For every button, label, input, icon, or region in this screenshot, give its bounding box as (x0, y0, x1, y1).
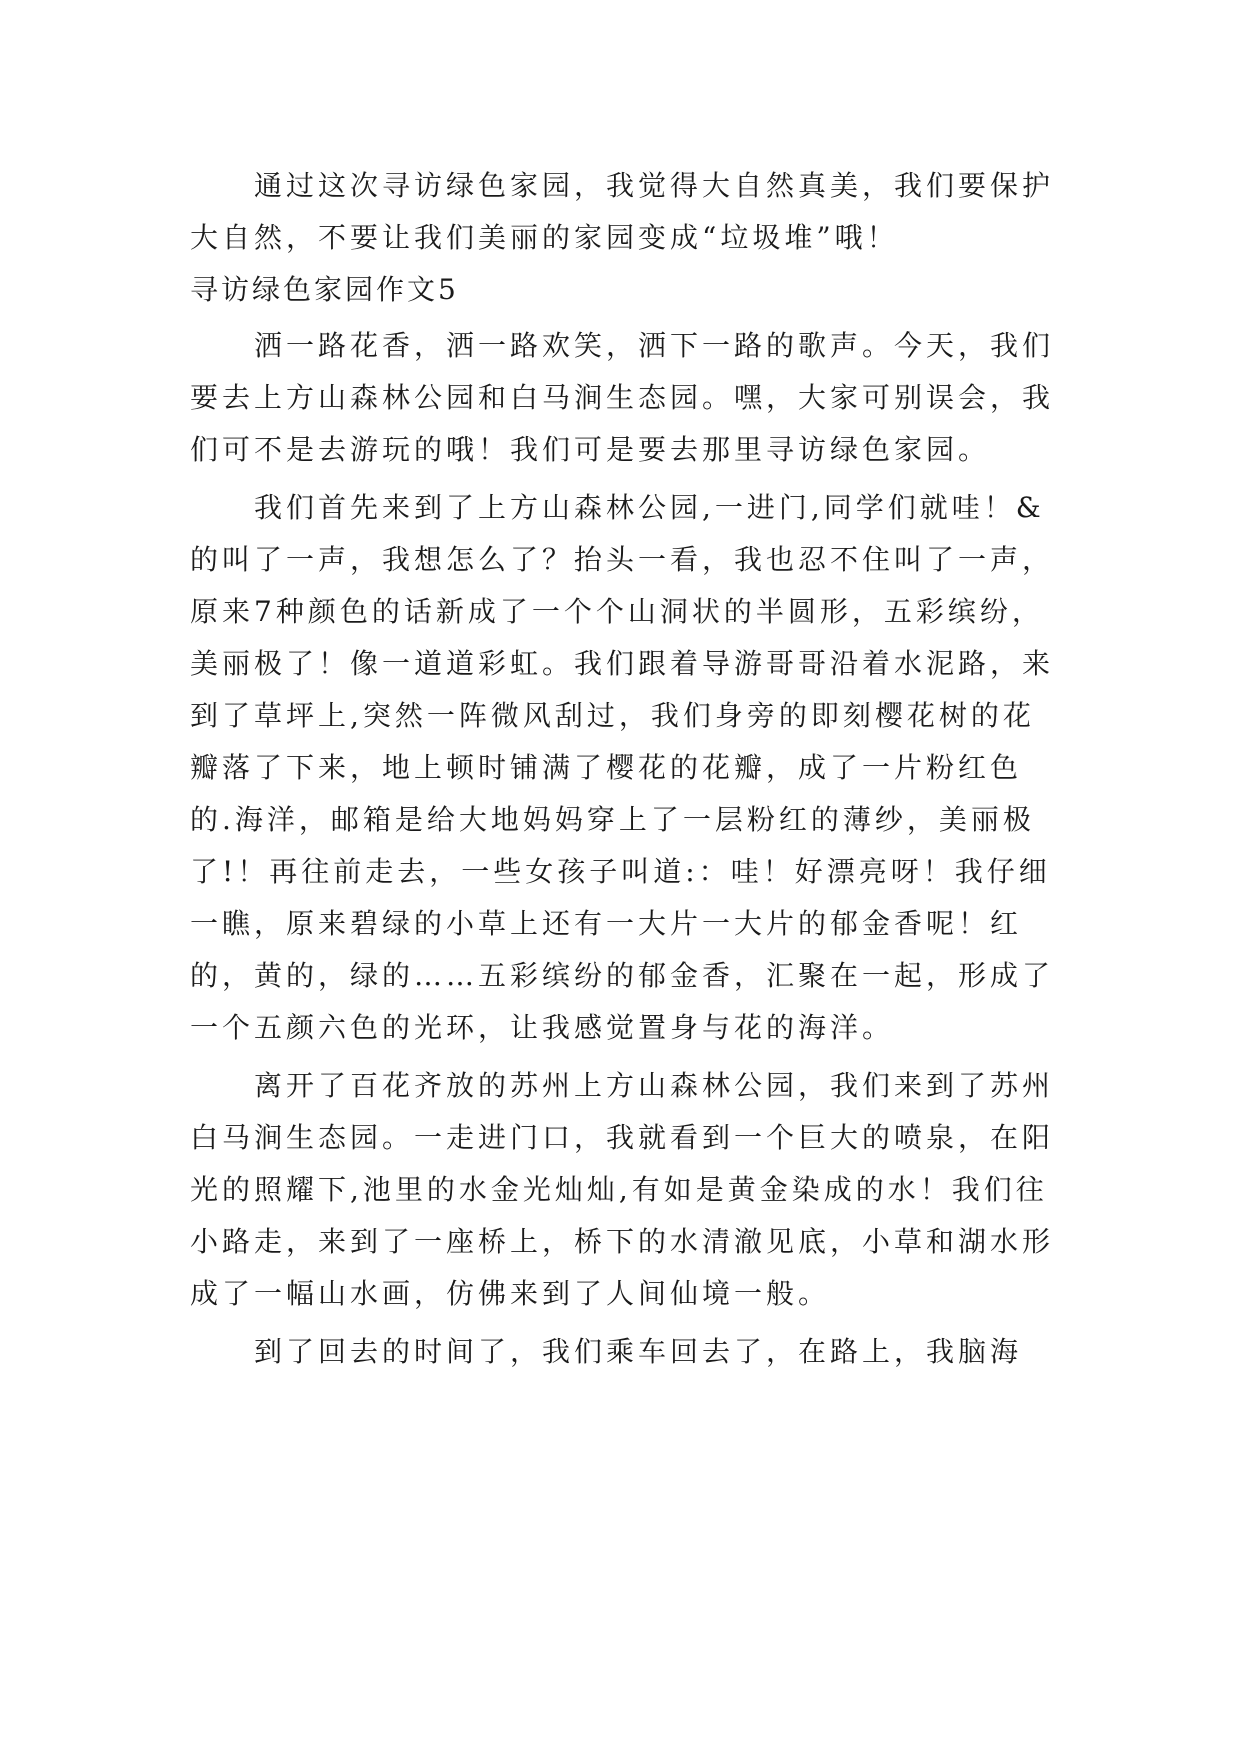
document-body (190, 160, 1060, 1378)
paragraph-1: 洒一路花香，洒一路欢笑，洒下一路的歌声。今天，我们要去上方山森林公园和白马涧生态园。嘿，大家可别误会，我们可不是去游玩的哦！我们可是要去那里寻访绿色家园。 (190, 329, 1055, 466)
essay-title: 寻访绿色家园作文5 (190, 273, 459, 306)
paragraph-2: 我们首先来到了上方山森林公园,一进门,同学们就哇！&的叫了一声，我想怎么了？抬头一看，我也忍不住叫了一声，原来7种颜色的话新成了一个个山洞状的半圆形，五彩缤纷，美丽极了！像一道道彩虹。我们跟着导游哥哥沿着水泥路，来到了草坪上,突然一阵微风刮过，我们身旁的即刻樱花树的花瓣落了下来，地上顿时铺满了樱花的花瓣，成了一片粉红色的.海洋，邮箱是给大地妈妈穿上了一层粉红的薄纱，美丽极了!！再往前走去，一些女孩子叫道:：哇！好漂亮呀！我仔细一瞧，原来碧绿的小草上还有一大片一大片的郁金香呢！红的，黄的，绿的……五彩缤纷的郁金香，汇聚在一起，形成了一个五颜六色的光环，让我感觉置身与花的海洋。 (190, 491, 1055, 1044)
intro-paragraph: 通过这次寻访绿色家园，我觉得大自然真美，我们要保护大自然，不要让我们美丽的家园变成“垃圾堆”哦！ (190, 169, 1055, 254)
paragraph-4: 到了回去的时间了，我们乘车回去了，在路上，我脑海 (254, 1335, 1023, 1368)
paragraph-3: 离开了百花齐放的苏州上方山森林公园，我们来到了苏州白马涧生态园。一走进门口，我就看到一个巨大的喷泉，在阳光的照耀下,池里的水金光灿灿,有如是黄金染成的水！我们往小路走，来到了一座桥上，桥下的水清澈见底，小草和湖水形成了一幅山水画，仿佛来到了人间仙境一般。 (190, 1069, 1055, 1310)
